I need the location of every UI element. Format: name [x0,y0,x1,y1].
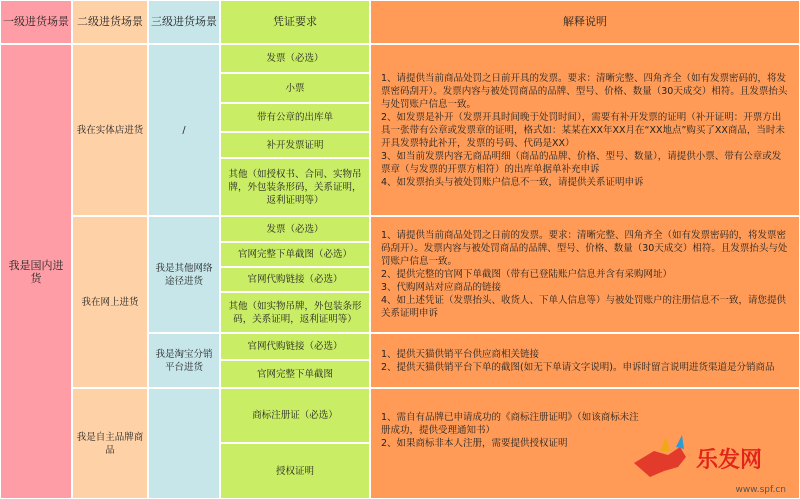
store-voucher-reissue: 补开发票证明 [220,132,370,158]
online-voucher-invoice: 发票（必选） [220,216,370,242]
scene-store: 我在实体店进货 [72,44,148,216]
taobao-voucher-link: 官网代购链接（必选） [220,333,370,360]
store-explain [370,44,800,216]
brand-logo [624,421,794,491]
scene-domestic: 我是国内进货 [0,44,72,499]
online-explain [370,216,800,333]
scene-online: 我在网上进货 [72,216,148,388]
header-level2: 二级进货场景 [72,0,148,44]
header-level3: 三级进货场景 [148,0,220,44]
scene-online-taobao: 我是淘宝分销平台进货 [148,333,220,388]
online-explain-text: 1、请提供当前商品处罚之日前的发票。要求：清晰完整、四角齐全（如有发票密码的，将发票密码刮开）。发票内容与被处罚商品的品牌、型号、价格、数量（30天成交）相符。且发票抬头与处罚账户信息一致。 2、提供完整的官网下单截图（带有已登陆账户信息并含有采购网址） 3、代购网站对应商品的链接 4、如上述凭证（发票抬头、收货人、下单人信息等）与被处罚账户的注册信息不一致，请您提供关系证明申诉 [381,230,788,319]
store-voucher-invoice: 发票（必选） [220,44,370,73]
store-voucher-receipt: 小票 [220,73,370,103]
store-explain-text: 1、请提供当前商品处罚之日前开具的发票。要求：清晰完整、四角齐全（如有发票密码的，将发票密码刮开）。发票内容与被处罚商品的品牌、型号、价格、数量（30天成交）相符。且发票抬头与处罚账户信息一致。 2、如发票是补开（发票开具时间晚于处罚时间），需要有补开发票的证明（补开证明：开票方出具一张带有公章或发票章的证明，格式如：某某在XX年XX月在“XX地点”购买了XX商品，当时未开具发票特此补开，发票的号码、代码是XX） 3、如当前发票内容无商品明细（商品的品牌、价格、型号、数量），请提供小票、带有公章或发票章（与发票的开票方相符）的出库单据单补充申诉 4、如发票抬头与被处罚账户信息不一致，请提供关系证明申诉 [381,72,788,188]
scene-store-sub: / [148,44,220,216]
store-voucher-delivery: 带有公章的出库单 [220,103,370,132]
taobao-explain [370,333,800,388]
header-voucher: 凭证要求 [220,0,370,44]
scene-online-other: 我是其他网络途径进货 [148,216,220,333]
online-voucher-screenshot: 官网完整下单截图（必选） [220,242,370,267]
brand-explain-text: 1、需自有品牌已申请成功的《商标注册证明》（如该商标未注册成功，提供受理通知书） 2、如果商标非本人注册，需要提供授权证明 [381,412,639,449]
header-explain: 解释说明 [370,0,800,44]
taobao-explain-text: 1、提供天猫供销平台供应商相关链接 2、提供天猫供销平台下单的截图(如无下单请文字说明)。申诉时留言说明进货渠道是分销商品 [381,348,775,373]
scene-brand: 我是自主品牌商品 [72,388,148,499]
online-voucher-other: 其他（如实物吊牌，外包装条形码，关系证明，返利证明等） [220,292,370,333]
brand-logo-text: 乐发网 [696,448,763,473]
scene-brand-sub [148,388,220,499]
brand-voucher-trademark: 商标注册证（必选） [220,388,370,443]
taobao-voucher-screenshot: 官网完整下单截图 [220,360,370,388]
online-voucher-link: 官网代购链接（必选） [220,267,370,292]
brand-voucher-authorization: 授权证明 [220,443,370,499]
header-level1: 一级进货场景 [0,0,72,44]
brand-url: www.spf.cn [735,485,786,495]
store-voucher-other: 其他（如授权书、合同、实物吊牌，外包装条形码，关系证明，返利证明等） [220,158,370,216]
